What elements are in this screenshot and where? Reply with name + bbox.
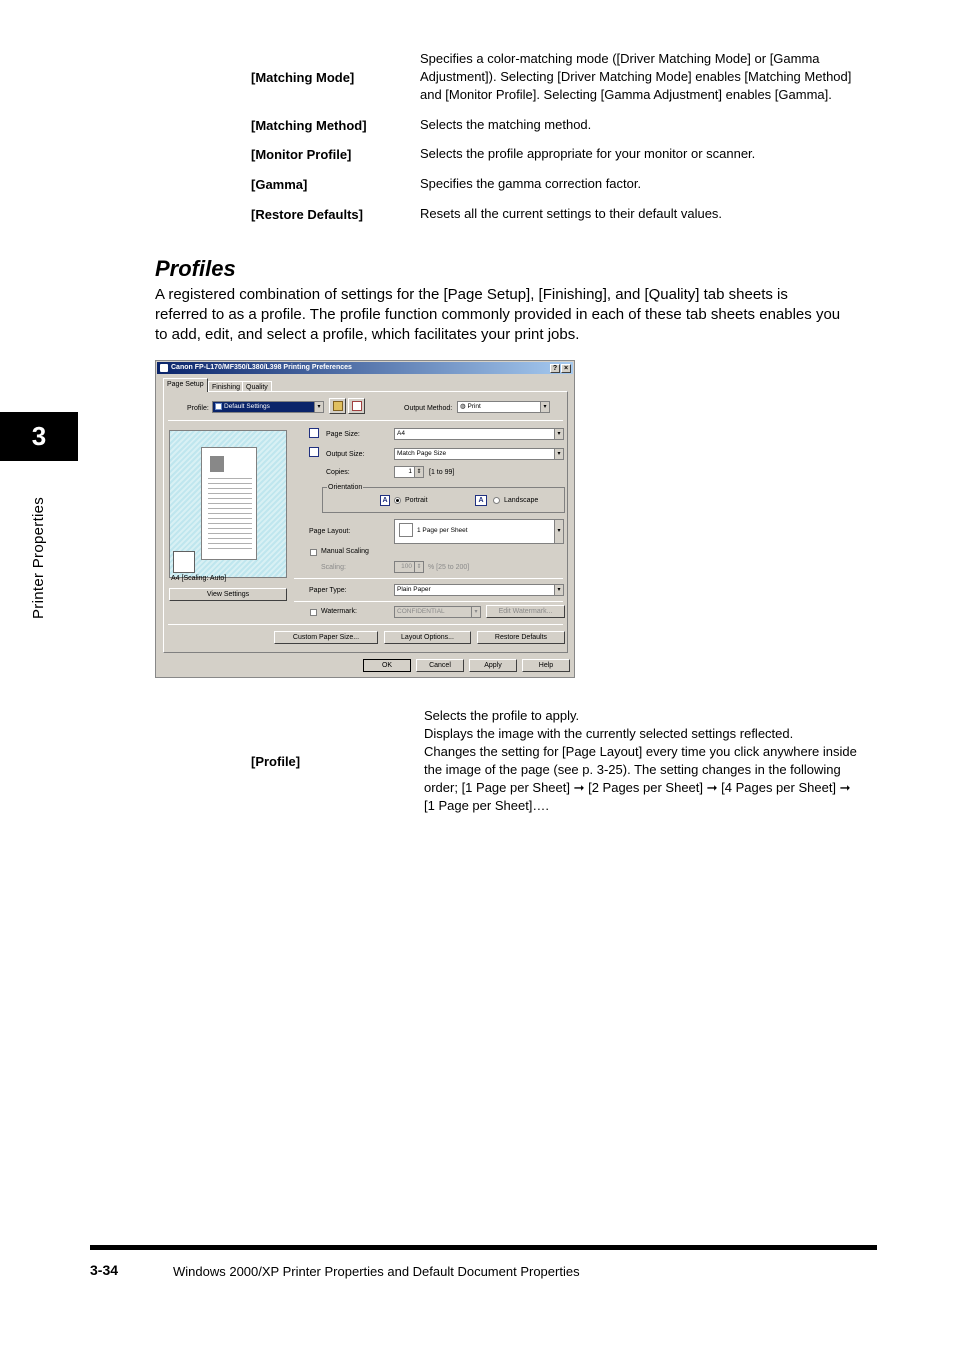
desc-restore-defaults: Resets all the current settings to their default values. — [420, 206, 723, 221]
scaling-label: Scaling: — [321, 564, 346, 571]
orientation-label: Orientation — [328, 484, 363, 491]
chevron-down-icon: ▾ — [554, 520, 563, 543]
dialog-title: Canon FP-L170/MF350/L380/L398 Printing Preferences — [171, 364, 352, 371]
output-method-label: Output Method: — [404, 405, 453, 412]
scaling-spinner[interactable] — [394, 561, 424, 573]
section-heading: Profiles — [155, 256, 236, 281]
chevron-down-icon: ▾ — [554, 429, 563, 439]
page-size-select[interactable] — [394, 428, 564, 440]
chevron-down-icon: ▾ — [540, 402, 549, 412]
apply-button[interactable]: Apply — [469, 659, 517, 672]
dialog-titlebar — [157, 362, 573, 374]
copies-label: Copies: — [326, 469, 350, 476]
desc-line: Specifies a color-matching mode ([Driver Matching Mode] or [Gamma — [420, 51, 820, 66]
chevron-down-icon: ▾ — [471, 607, 480, 617]
help-title-button[interactable]: ? — [550, 364, 560, 373]
page-size-value: A4 — [397, 430, 405, 437]
desc-line: and [Monitor Profile]. Selecting [Gamma Adjustment] enables [Gamma]. — [420, 87, 832, 102]
tab-page-setup[interactable]: Page Setup — [163, 378, 208, 392]
term-restore-defaults: [Restore Defaults] — [251, 207, 363, 222]
edit-watermark-button[interactable]: Edit Watermark... — [486, 605, 565, 618]
chevron-down-icon: ▾ — [554, 449, 563, 459]
chapter-label-text: Printer Properties — [30, 496, 47, 619]
close-button[interactable]: × — [561, 364, 571, 373]
desc-profile — [424, 707, 857, 815]
desc-line: Selects the profile to apply. — [424, 708, 580, 723]
landscape-label: Landscape — [504, 497, 539, 504]
desc-line: Displays the image with the currently selected settings reflected. — [424, 726, 794, 741]
profile-select[interactable] — [212, 401, 324, 413]
printer-app-icon — [160, 364, 168, 372]
manual-scaling-checkbox[interactable] — [310, 549, 317, 556]
tab-quality[interactable]: Quality — [242, 381, 272, 392]
manual-scaling-label: Manual Scaling — [321, 548, 369, 555]
watermark-value: CONFIDENTIAL — [397, 608, 445, 615]
portrait-radio[interactable] — [394, 497, 401, 504]
desc-line: Changes the setting for [Page Layout] every time you click anywhere inside — [424, 744, 857, 759]
output-method-select[interactable] — [457, 401, 550, 413]
scaling-value: 100 — [401, 563, 412, 570]
page-size-label: Page Size: — [326, 431, 360, 438]
desc-gamma: Specifies the gamma correction factor. — [420, 176, 642, 191]
divider — [168, 624, 563, 625]
paragraph-line: A registered combination of settings for the [Page Setup], [Finishing], and [Quality] tab sheets is — [155, 286, 788, 303]
section-paragraph — [155, 285, 885, 345]
edit-profile-button[interactable] — [348, 398, 365, 414]
add-profile-icon — [333, 401, 343, 411]
copies-spinner[interactable] — [394, 466, 424, 478]
cancel-button[interactable]: Cancel — [416, 659, 464, 672]
output-method-value: Print — [467, 403, 481, 410]
scaling-range: % [25 to 200] — [428, 564, 470, 571]
help-button[interactable]: Help — [522, 659, 570, 672]
layout-options-button[interactable]: Layout Options... — [384, 631, 471, 644]
portrait-icon: A — [380, 495, 390, 506]
term-matching-mode: [Matching Mode] — [251, 70, 355, 85]
preview-caption: A4 [Scaling: Auto] — [171, 575, 227, 582]
paragraph-line: to add, edit, and select a profile, which facilitates your print jobs. — [155, 326, 580, 343]
output-size-label: Output Size: — [326, 451, 365, 458]
output-size-select[interactable] — [394, 448, 564, 460]
watermark-select[interactable] — [394, 606, 481, 618]
chapter-label — [30, 474, 60, 624]
term-gamma: [Gamma] — [251, 177, 308, 192]
paper-type-value: Plain Paper — [397, 586, 431, 593]
chevron-down-icon: ▾ — [314, 402, 323, 412]
desc-line: [1 Page per Sheet]…. — [424, 798, 550, 813]
page-layout-value: 1 Page per Sheet — [417, 527, 468, 534]
print-icon: ◍ — [460, 403, 468, 410]
term-monitor-profile: [Monitor Profile] — [251, 147, 352, 162]
profile-icon — [215, 403, 222, 410]
desc-monitor-profile: Selects the profile appropriate for your monitor or scanner. — [420, 146, 756, 161]
ok-button[interactable]: OK — [363, 659, 411, 672]
divider — [168, 420, 563, 421]
add-profile-button[interactable] — [329, 398, 346, 414]
landscape-radio[interactable] — [493, 497, 500, 504]
printing-preferences-dialog — [155, 360, 575, 678]
watermark-checkbox[interactable] — [310, 609, 317, 616]
view-settings-button[interactable]: View Settings — [169, 588, 287, 601]
preview-page-image[interactable] — [201, 447, 257, 560]
desc-line: Adjustment]). Selecting [Driver Matching Mode] enables [Matching Method] — [420, 69, 852, 84]
restore-defaults-button[interactable]: Restore Defaults — [477, 631, 565, 644]
spin-arrows-icon[interactable]: ⇕ — [414, 562, 423, 572]
preview-graphic-icon — [210, 456, 224, 472]
divider — [294, 578, 563, 579]
output-size-value: Match Page Size — [397, 450, 447, 457]
page-setup-panel — [163, 391, 568, 653]
portrait-label: Portrait — [405, 497, 428, 504]
edit-profile-icon — [352, 401, 362, 411]
term-matching-method: [Matching Method] — [251, 118, 367, 133]
output-size-icon — [309, 447, 319, 457]
copies-value: 1 — [408, 468, 412, 475]
footer-title: Windows 2000/XP Printer Properties and Default Document Properties — [173, 1264, 580, 1279]
desc-line: the image of the page (see p. 3-25). The setting changes in the following — [424, 762, 841, 777]
page-layout-icon — [399, 523, 413, 537]
divider — [294, 601, 563, 602]
page-size-icon — [309, 428, 319, 438]
chapter-tab: 3 — [0, 412, 78, 461]
desc-line: order; [1 Page per Sheet] ➞ [2 Pages per Sheet] ➞ [4 Pages per Sheet] ➞ — [424, 780, 851, 795]
printer-status-icon — [173, 551, 195, 573]
desc-matching-mode — [420, 50, 851, 104]
copies-range: [1 to 99] — [429, 469, 455, 476]
chevron-down-icon: ▾ — [554, 585, 563, 595]
footer-rule — [90, 1245, 877, 1250]
paper-type-label: Paper Type: — [309, 587, 347, 594]
paragraph-line: referred to as a profile. The profile function commonly provided in each of these tab sheets enables you — [155, 306, 841, 323]
landscape-icon: A — [475, 495, 487, 506]
spin-arrows-icon[interactable]: ⇕ — [414, 467, 423, 477]
desc-matching-method: Selects the matching method. — [420, 117, 592, 132]
page-preview[interactable] — [169, 430, 287, 578]
paper-type-select[interactable] — [394, 584, 564, 596]
page-layout-select[interactable] — [394, 519, 564, 544]
profile-value: Default Settings — [224, 403, 270, 410]
page-layout-label: Page Layout: — [309, 528, 351, 535]
page-number: 3-34 — [90, 1262, 119, 1278]
custom-paper-size-button[interactable]: Custom Paper Size... — [274, 631, 378, 644]
tab-finishing[interactable]: Finishing — [208, 381, 244, 392]
watermark-label: Watermark: — [321, 608, 357, 615]
profile-label: Profile: — [187, 405, 209, 412]
term-profile: [Profile] — [251, 754, 301, 769]
